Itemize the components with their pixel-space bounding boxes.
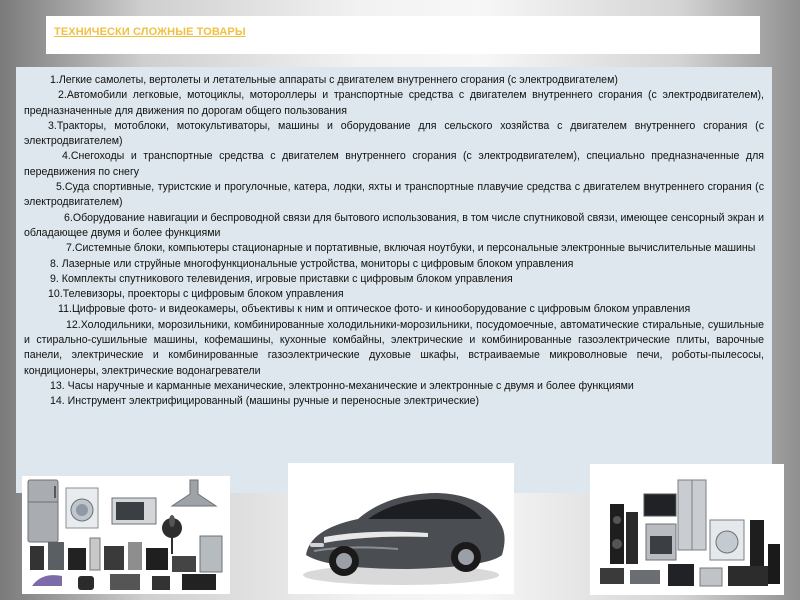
- list-item: 13. Часы наручные и карманные механические, электронно-механические и электронные с двумя и более функциями: [50, 379, 634, 392]
- list-item: 7.Системные блоки, компьютеры стационарные и портативные, включая ноутбуки, и персональные электронные вычислительные машины: [66, 242, 756, 255]
- title-box: [46, 16, 760, 54]
- list-item: 2.Автомобили легковые, мотоциклы, мотороллеры и транспортные средства с двигателем внутреннего сгорания (с электродвигателем), предназначенные для движения по дорогам общего пользования: [24, 89, 764, 117]
- list-item: 12.Холодильники, морозильники, комбинированные холодильники-морозильники, посудомоечные, автоматические стиральные, сушильные и стирально-сушильные машины, кофемашины, кухонные комбайны, электрические и комбинированные газоэлектрические плиты, варочные панели, электрические и комбинированные газоэлектрические духовые шкафы, встраиваемые микроволновые печи, роботы-пылесосы, кондиционеры, электрические водонагреватели: [24, 318, 764, 377]
- page-title: ТЕХНИЧЕСКИ СЛОЖНЫЕ ТОВАРЫ: [54, 26, 246, 38]
- list-item: 9. Комплекты спутникового телевидения, игровые приставки с цифровым блоком управления: [50, 272, 513, 285]
- list-item: 4.Снегоходы и транспортные средства с двигателем внутреннего сгорания (с электродвигателем), специально предназначенные для передвижения по снегу: [24, 150, 764, 178]
- appliances-photo: [22, 476, 230, 594]
- list-item: 10.Телевизоры, проекторы с цифровым блоком управления: [48, 288, 344, 301]
- list-item: 1.Легкие самолеты, вертолеты и летательные аппараты с двигателем внутреннего сгорания (с электродвигателем): [50, 74, 618, 86]
- car-photo: [288, 463, 514, 594]
- list-item: 8. Лазерные или струйные многофункциональные устройства, мониторы с цифровым блоком управления: [50, 257, 574, 270]
- list-item: 5.Суда спортивные, туристские и прогулочные, катера, лодки, яхты и транспортные плавучие средства с двигателем внутреннего сгорания (с электродвигателем): [24, 181, 764, 209]
- electronics-photo: [590, 464, 784, 595]
- list-item: 6.Оборудование навигации и беспроводной связи для бытового использования, в том числе спутниковой связи, имеющее сенсорный экран и обладающее двумя и более функциями: [24, 211, 764, 239]
- list-item: 14. Инструмент электрифицированный (машины ручные и переносные электрические): [50, 395, 480, 408]
- goods-list: [16, 67, 772, 493]
- list-item: 11.Цифровые фото- и видеокамеры, объективы к ним и оптическое фото- и кинооборудование с цифровым блоком управления: [58, 303, 691, 316]
- list-item: 3.Тракторы, мотоблоки, мотокультиваторы, машины и оборудование для сельского хозяйства с двигателем внутреннего сгорания (с электродвигателем): [24, 119, 764, 148]
